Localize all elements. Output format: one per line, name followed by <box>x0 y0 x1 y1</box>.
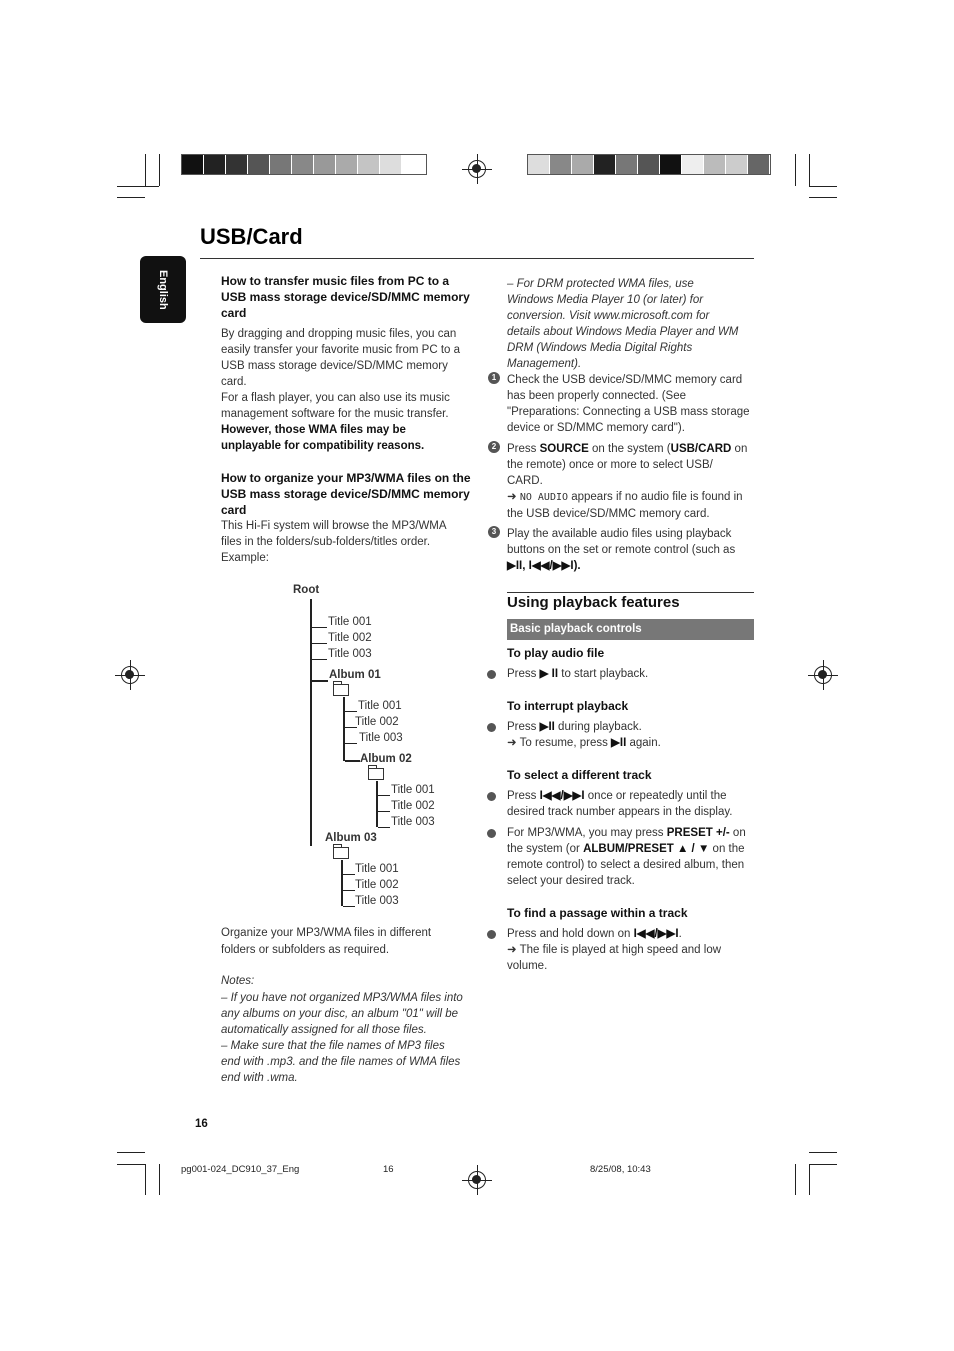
section-title: Using playback features <box>507 594 680 611</box>
subheading-select: To select a different track <box>507 768 652 782</box>
subheading-interrupt: To interrupt playback <box>507 699 629 713</box>
skip-icon: I◀◀/▶▶I <box>539 790 585 802</box>
color-swatch <box>226 155 248 174</box>
tree-item: Title 002 <box>391 800 435 812</box>
color-swatch <box>638 155 660 174</box>
play-pause-icon: ▶ II <box>539 668 559 680</box>
crop-mark <box>809 154 810 186</box>
color-swatch <box>550 155 572 174</box>
tree-item: Title 003 <box>328 648 372 660</box>
drm-note: – For DRM protected WMA files, use Windows Media Player 10 (or later) for conversion. Visit www.microsoft.com for details about Windows Media Player and WM DRM (Windows Media Digital Rights Management). <box>507 278 739 370</box>
color-swatch <box>380 155 402 174</box>
find-instruction: Press and hold down on I◀◀/▶▶I. ➜ The file is played at high speed and low volume. <box>507 928 722 972</box>
playback-keys-icon: ▶II, I◀◀/▶▶I). <box>507 560 581 572</box>
crop-mark <box>145 1164 146 1195</box>
color-strip-right <box>527 154 771 175</box>
crop-mark <box>809 1164 837 1165</box>
tree-item: Title 001 <box>391 784 435 796</box>
folder-icon <box>368 768 384 780</box>
crop-mark <box>809 1164 810 1195</box>
color-swatch <box>292 155 314 174</box>
heading-transfer: How to transfer music files from PC to a USB mass storage device/SD/MMC memory card <box>221 274 470 320</box>
paragraph-organize: Organize your MP3/WMA files in different folders or subfolders as required. <box>221 927 432 956</box>
crop-mark <box>117 1152 145 1153</box>
step-2-text: Press SOURCE on the system (USB/CARD on the remote) once or more to select USB/ CARD. ➜ NO AUDIO appears if no audio file is found in the USB device/SD/MMC memory card. <box>507 443 748 520</box>
play-instruction: Press ▶ II to start playback. <box>507 668 649 680</box>
tree-album: Album 01 <box>329 669 381 681</box>
step-number-badge: 3 <box>488 526 500 538</box>
color-swatch <box>336 155 358 174</box>
color-swatch <box>726 155 748 174</box>
color-swatch <box>594 155 616 174</box>
bullet-icon <box>487 670 496 679</box>
color-strip-left <box>181 154 427 175</box>
heading-organize: How to organize your MP3/WMA files on the USB mass storage device/SD/MMC memory card <box>221 471 471 517</box>
color-swatch <box>358 155 380 174</box>
crop-mark <box>159 154 160 186</box>
skip-icon: I◀◀/▶▶I <box>633 928 679 940</box>
crop-mark <box>117 1164 145 1165</box>
crop-mark <box>795 154 796 186</box>
tree-item: Title 002 <box>355 716 399 728</box>
footer-filename: pg001-024_DC910_37_Eng <box>181 1164 300 1175</box>
color-swatch <box>248 155 270 174</box>
crop-mark <box>795 1164 796 1195</box>
tree-item: Title 002 <box>355 879 399 891</box>
section-rule <box>507 592 754 593</box>
color-swatch <box>572 155 594 174</box>
crop-mark <box>809 186 837 187</box>
color-swatch <box>528 155 550 174</box>
tree-root: Root <box>293 584 320 596</box>
folder-icon <box>333 847 349 859</box>
select-album-instruction: For MP3/WMA, you may press PRESET +/- on the system (or ALBUM/PRESET ▲ / ▼ on the remote control) to select a desired album, then select your desired track. <box>507 827 746 887</box>
crop-mark <box>117 197 145 198</box>
color-swatch <box>182 155 204 174</box>
select-instruction: Press I◀◀/▶▶I once or repeatedly until the desired track number appears in the display. <box>507 790 733 818</box>
tree-item: Title 003 <box>355 895 399 907</box>
folder-icon <box>333 684 349 696</box>
crop-mark <box>809 1152 837 1153</box>
notes-label: Notes: <box>221 975 255 987</box>
footer-date: 8/25/08, 10:43 <box>590 1164 651 1175</box>
crop-mark <box>145 154 146 186</box>
color-swatch <box>616 155 638 174</box>
step-3-text: Play the available audio files using playback buttons on the set or remote control (such as ▶II, I◀◀/▶▶I). <box>507 528 736 572</box>
tree-item: Title 003 <box>359 732 403 744</box>
tree-item: Title 002 <box>328 632 372 644</box>
section-bar: Basic playback controls <box>507 619 754 640</box>
page-title: USB/Card <box>200 224 303 249</box>
color-swatch <box>314 155 336 174</box>
color-swatch <box>270 155 292 174</box>
color-swatch <box>660 155 682 174</box>
color-swatch <box>402 155 424 174</box>
color-swatch <box>704 155 726 174</box>
tree-item: Title 001 <box>358 700 402 712</box>
color-swatch <box>682 155 704 174</box>
paragraph-transfer: By dragging and dropping music files, you can easily transfer your favorite music from PC to a USB mass storage device/SD/MMC memory card. <box>221 328 461 388</box>
color-swatch <box>748 155 770 174</box>
step-number-badge: 2 <box>488 441 500 453</box>
step-1-text: Check the USB device/SD/MMC memory card has been properly connected. (See "Preparations: Connecting a USB mass storage device or SD/MMC memory card"). <box>507 374 750 434</box>
result-arrow-icon: ➜ <box>507 737 517 749</box>
subheading-find: To find a passage within a track <box>507 906 688 920</box>
page-number: 16 <box>195 1118 208 1130</box>
result-arrow-icon: ➜ <box>507 944 517 956</box>
paragraph-wma-warning: However, those WMA files may be unplayable for compatibility reasons. <box>221 424 425 452</box>
crop-mark <box>159 1164 160 1195</box>
tree-album: Album 03 <box>325 832 377 844</box>
result-arrow-icon: ➜ <box>507 491 517 503</box>
paragraph-browse: This Hi-Fi system will browse the MP3/WMA files in the folders/sub-folders/titles order. Example: <box>221 520 446 564</box>
title-rule <box>200 258 754 259</box>
tree-item: Title 001 <box>328 616 372 628</box>
note-item: – If you have not organized MP3/WMA files into any albums on your disc, an album "01" will be automatically assigned for all those files. <box>221 992 463 1036</box>
crop-mark <box>117 186 159 187</box>
bullet-icon <box>487 829 496 838</box>
play-pause-icon: ▶II <box>539 721 555 733</box>
step-number-badge: 1 <box>488 372 500 384</box>
interrupt-instruction: Press ▶II during playback. ➜ To resume, press ▶II again. <box>507 721 661 749</box>
tree-item: Title 003 <box>391 816 435 828</box>
display-readout: NO AUDIO <box>519 492 569 503</box>
bullet-icon <box>487 930 496 939</box>
tree-item: Title 001 <box>355 863 399 875</box>
bullet-icon <box>487 792 496 801</box>
bullet-icon <box>487 723 496 732</box>
note-item: – Make sure that the file names of MP3 files end with .mp3. and the file names of WMA files end with .wma. <box>221 1040 461 1084</box>
play-pause-icon: ▶II <box>611 737 627 749</box>
subheading-play: To play audio file <box>507 646 605 660</box>
paragraph-flash-player: For a flash player, you can also use its music management software for the music transfer. <box>221 392 450 420</box>
footer-page: 16 <box>383 1164 394 1175</box>
tree-album: Album 02 <box>360 753 412 765</box>
language-tab: English <box>140 256 186 323</box>
crop-mark <box>809 197 837 198</box>
color-swatch <box>204 155 226 174</box>
